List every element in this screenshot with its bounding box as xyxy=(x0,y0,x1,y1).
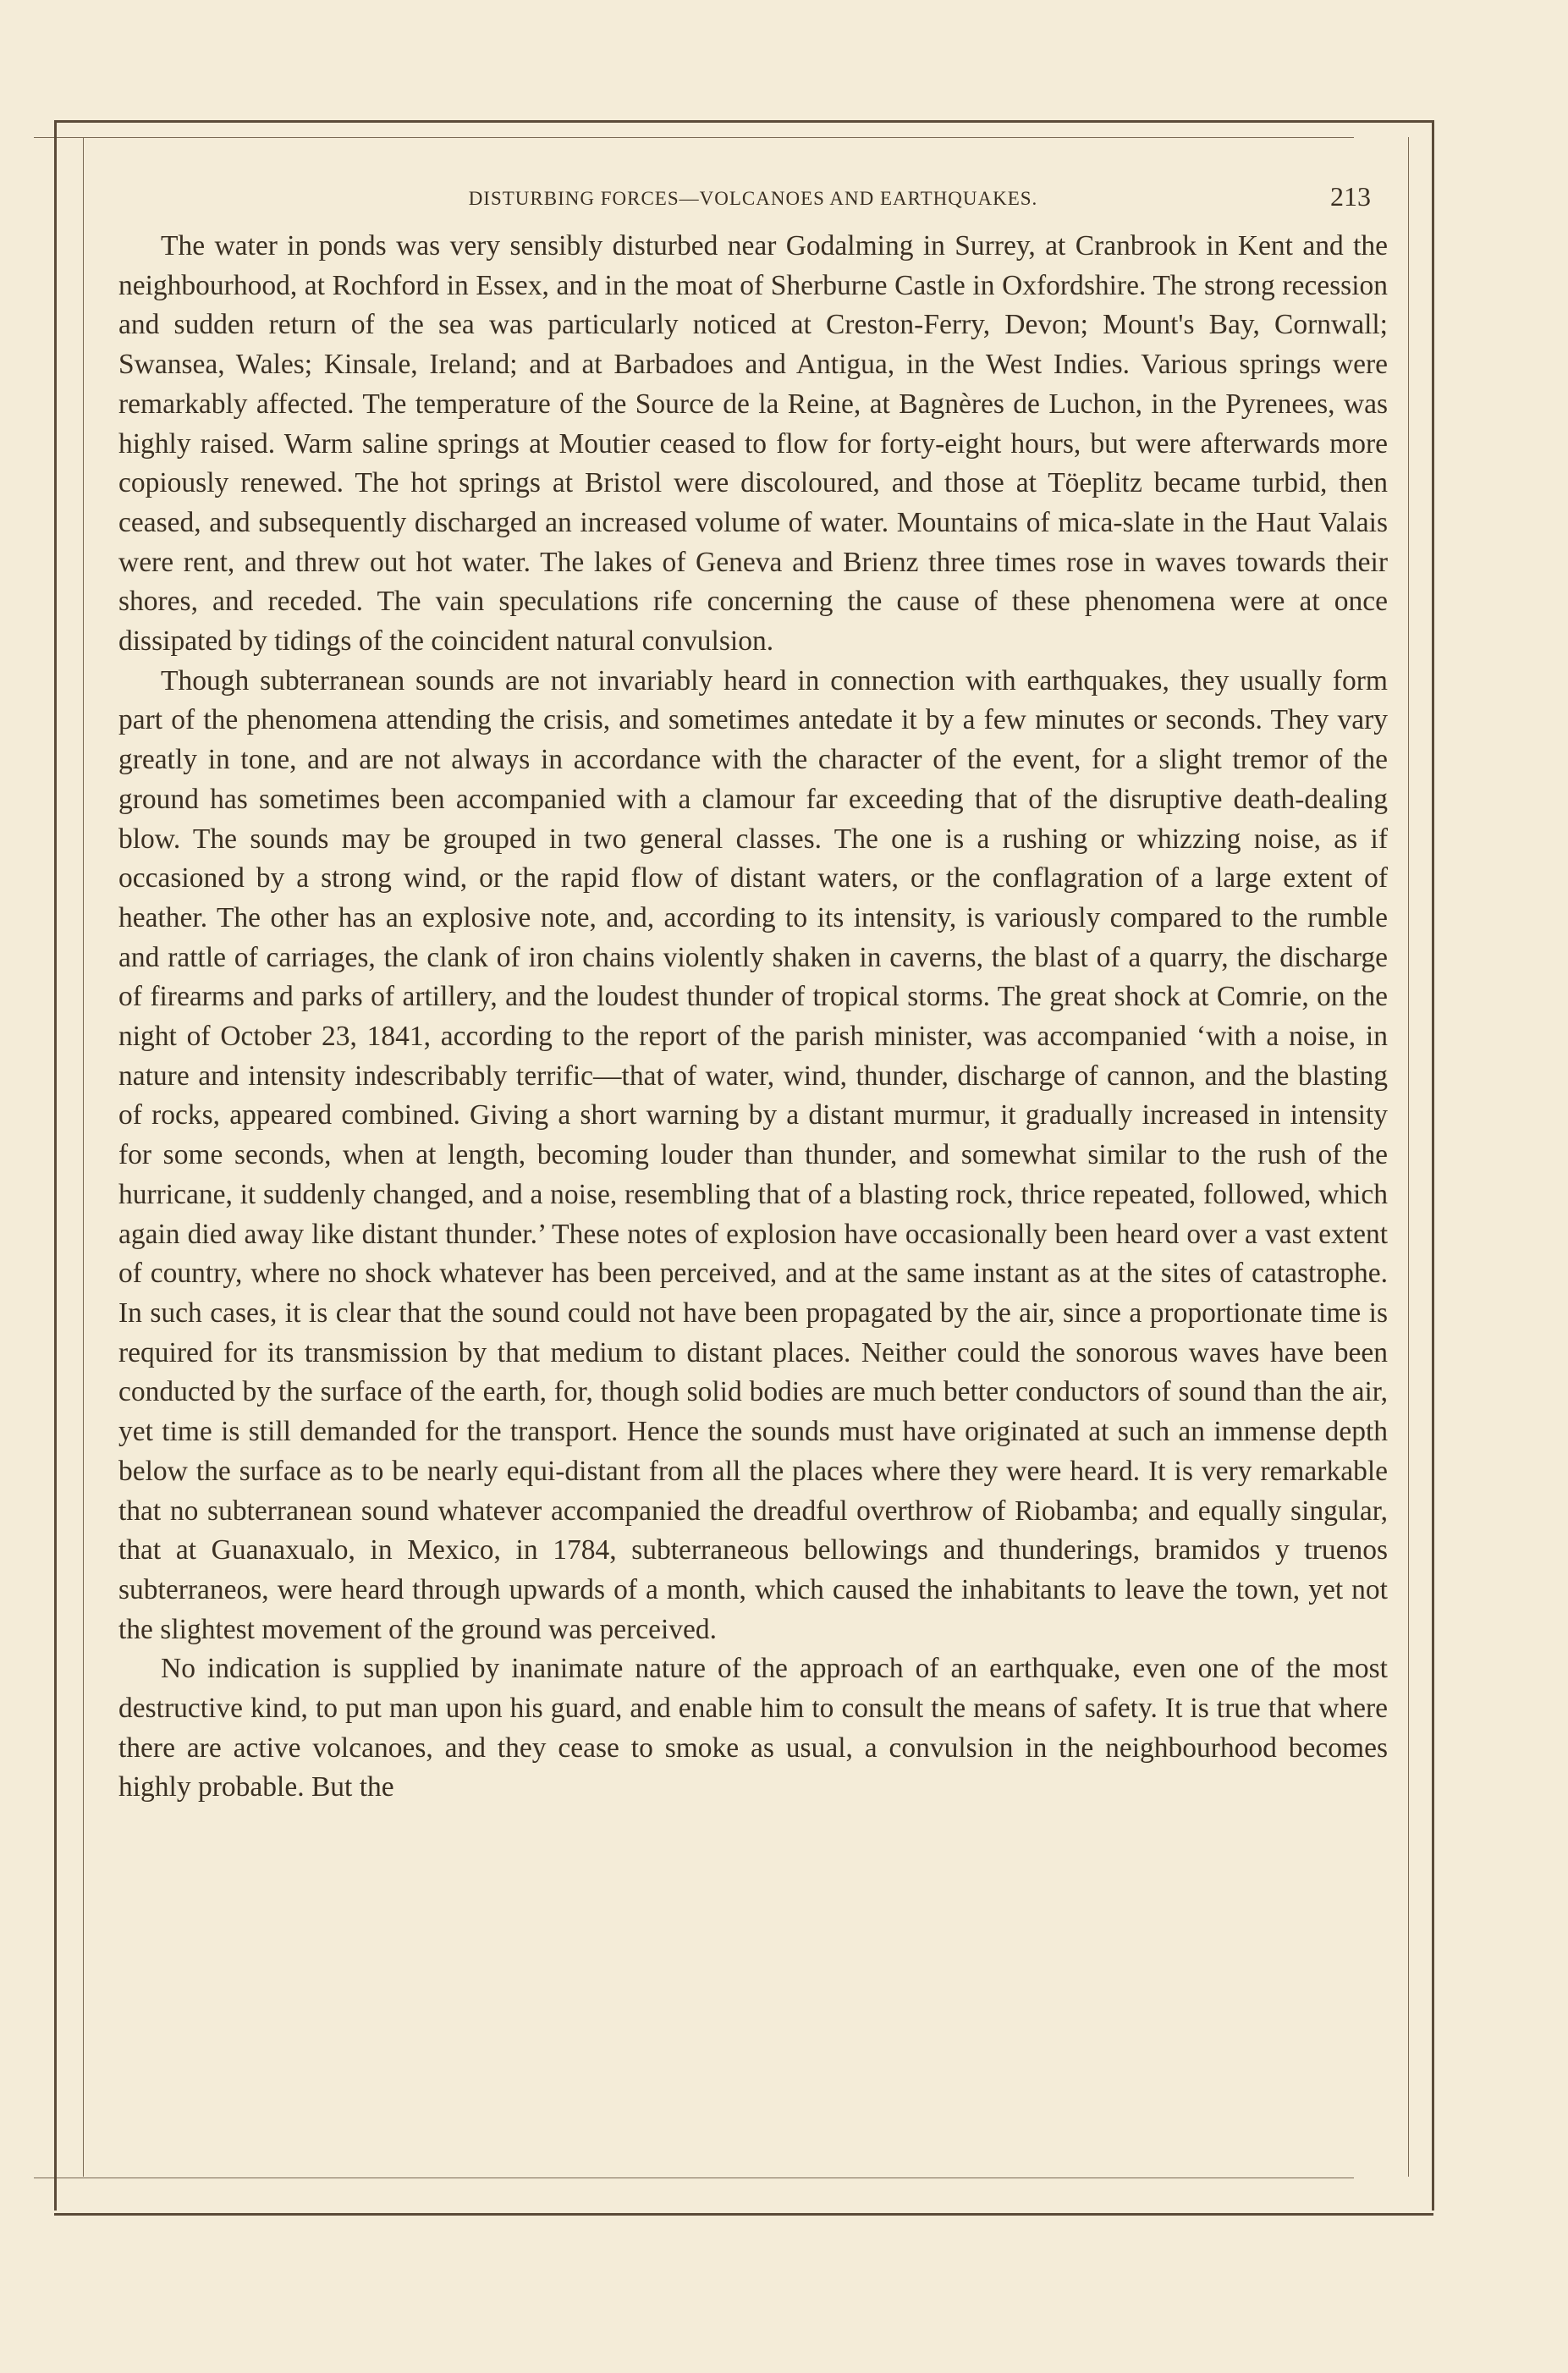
body-text xyxy=(118,227,1388,1808)
right-inner-rule xyxy=(1408,137,1409,2177)
running-head: DISTURBING FORCES—VOLCANOES AND EARTHQUAKES. xyxy=(468,188,1038,209)
left-outer-rule xyxy=(54,120,57,2211)
paragraph: Though subterranean sounds are not invariably heard in connection with earthquakes, they usually form part of the phenomena attending the crisis, and sometimes antedate it by a few minutes or seconds. They vary greatly in tone, and are not always in accordance with the character of the event, for a slight tremor of the ground has sometimes been accompanied with a clamour far exceeding that of the disruptive death-dealing blow. The sounds may be grouped in two general classes. The one is a rushing or whizzing noise, as if occasioned by a strong wind, or the rapid flow of distant waters, or the conflagration of a large extent of heather. The other has an explosive note, and, according to its intensity, is variously compared to the rumble and rattle of carriages, the clank of iron chains violently shaken in caverns, the blast of a quarry, the discharge of firearms and parks of artillery, and the loudest thunder of tropical storms. The great shock at Comrie, on the night of October 23, 1841, according to the report of the parish minister, was accompanied ‘with a noise, in nature and intensity indescribably terrific—that of water, wind, thunder, discharge of cannon, and the blasting of rocks, appeared combined. Giving a short warning by a distant murmur, it gradually increased in intensity for some seconds, when at length, becoming louder than thunder, and somewhat similar to the rush of the hurricane, it suddenly changed, and a noise, resembling that of a blasting rock, thrice repeated, followed, which again died away like distant thunder.’ These notes of explosion have occasionally been heard over a vast extent of country, where no shock whatever has been perceived, and at the same instant as at the sites of catastrophe. In such cases, it is clear that the sound could not have been propagated by the air, since a proportionate time is required for its transmission by that medium to distant places. Neither could the sonorous waves have been conducted by the surface of the earth, for, though solid bodies are much better conductors of sound than the air, yet time is still demanded for the transport. Hence the sounds must have originated at such an immense depth below the surface as to be nearly equi-distant from all the places where they were heard. It is very remarkable that no subterranean sound whatever accompanied the dreadful overthrow of Riobamba; and equally singular, that at Guanaxualo, in Mexico, in 1784, subterraneous bellowings and thunderings, bramidos y truenos subterraneos, were heard through upwards of a month, which caused the inhabitants to leave the town, yet not the slightest movement of the ground was perceived. xyxy=(118,664,1388,1645)
paragraph: The water in ponds was very sensibly disturbed near Godalming in Surrey, at Cranbrook in Kent and the neighbourhood, at Rochford in Essex, and in the moat of Sherburne Castle in Oxfordshire. The strong recession and sudden return of the sea was particularly noticed at Creston-Ferry, Devon; Mount's Bay, Cornwall; Swansea, Wales; Kinsale, Ireland; and at Barbadoes and Antigua, in the West Indies. Various springs were remarkably affected. The temperature of the Source de la Reine, at Bagnères de Luchon, in the Pyrenees, was highly raised. Warm saline springs at Moutier ceased to flow for forty-eight hours, but were afterwards more copiously renewed. The hot springs at Bristol were discoloured, and those at Töeplitz became turbid, then ceased, and subsequently discharged an increased volume of water. Mountains of mica-slate in the Haut Valais were rent, and threw out hot water. The lakes of Geneva and Brienz three times rose in waves towards their shores, and receded. The vain speculations rife concerning the cause of these phenomena were at once dissipated by tidings of the coincident natural convulsion. xyxy=(118,230,1388,658)
left-inner-rule xyxy=(83,137,84,2177)
paragraph: No indication is supplied by inanimate nature of the approach of an earthquake, even one of the most destructive kind, to put man upon his guard, and enable him to consult the means of safety. It is true that where there are active volcanoes, and they cease to smoke as usual, a convulsion in the neighbourhood becomes highly probable. But the xyxy=(118,1653,1388,1803)
page-number: 213 xyxy=(1330,181,1371,212)
page-header xyxy=(118,179,1388,213)
right-outer-rule xyxy=(1432,120,1434,2211)
